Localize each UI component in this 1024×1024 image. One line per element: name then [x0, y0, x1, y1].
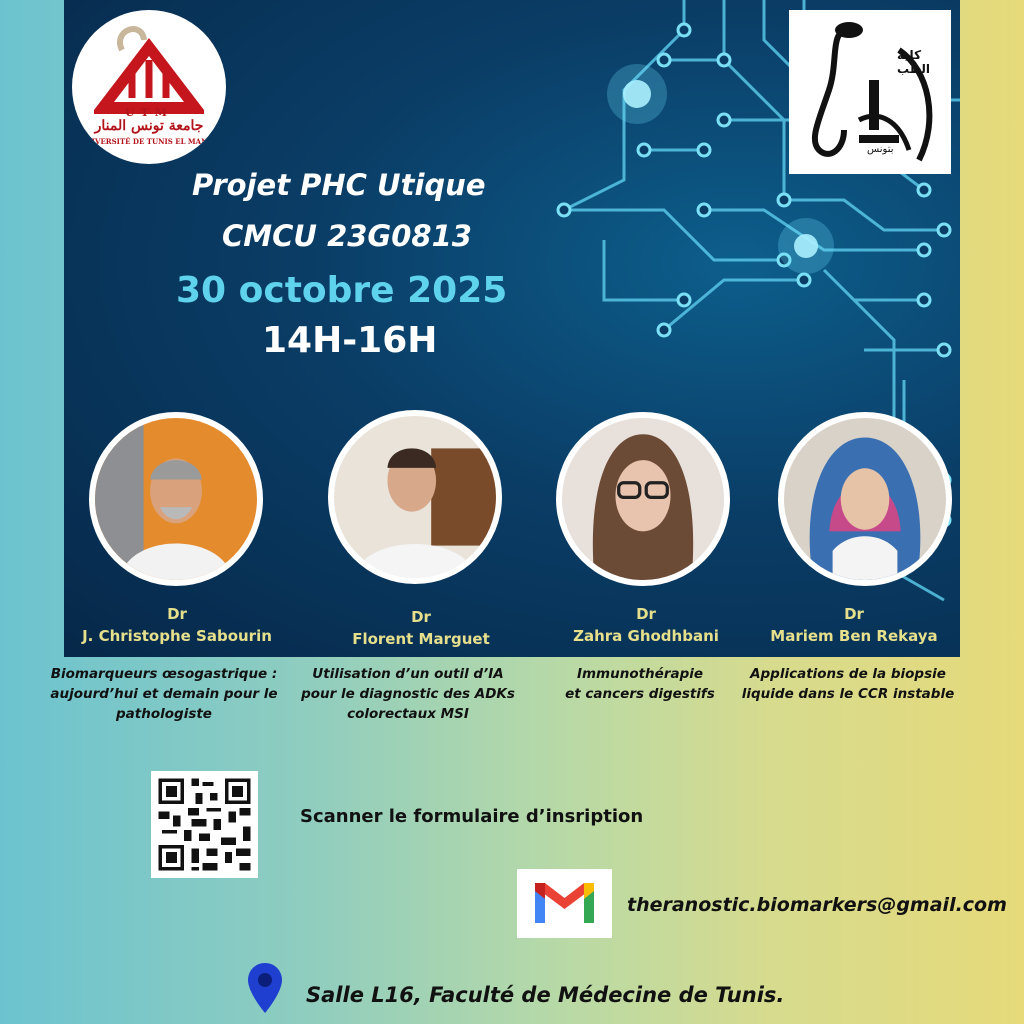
speaker-3-topic	[520, 664, 760, 704]
utm-name: UTM	[125, 106, 173, 119]
map-pin-icon	[248, 963, 282, 1013]
speaker-name: Zahra Ghodhbani	[573, 627, 719, 645]
speaker-title: Dr	[167, 605, 187, 623]
speaker-title: Dr	[411, 608, 431, 626]
speaker-portrait-icon	[562, 418, 724, 580]
gmail-icon[interactable]	[517, 869, 612, 938]
speaker-4-name-block	[739, 603, 969, 647]
utm-logo	[72, 10, 226, 164]
speaker-portrait-icon	[784, 418, 946, 580]
speaker-photo	[778, 412, 952, 586]
speaker-1-topic	[44, 664, 284, 724]
speaker-portrait-icon	[334, 416, 496, 578]
event-date: 30 octobre 2025	[176, 270, 508, 311]
registration-text: Scanner le formulaire d’insription	[300, 806, 644, 827]
speaker-title: Dr	[844, 605, 864, 623]
event-time: 14H-16H	[262, 320, 438, 361]
speaker-photo	[556, 412, 730, 586]
topic-line: pour le diagnostic des ADKs	[301, 686, 515, 702]
faculty-arabic-bottom: بتونس	[867, 144, 894, 155]
speaker-title: Dr	[636, 605, 656, 623]
faculty-logo	[789, 10, 951, 174]
speaker-photo	[328, 410, 502, 584]
speaker-name: J. Christophe Sabourin	[82, 627, 272, 645]
project-code: CMCU 23G0813	[222, 219, 472, 253]
faculty-arabic-top: كلية الطب	[897, 48, 931, 76]
speaker-name: Florent Marguet	[352, 630, 490, 648]
qr-code-icon[interactable]	[151, 771, 258, 878]
speaker-4-topic	[728, 664, 968, 704]
topic-line: Utilisation d’un outil d’IA	[312, 666, 504, 682]
utm-arabic-name: جامعة تونس المنار	[94, 118, 204, 134]
speaker-name: Mariem Ben Rekaya	[770, 627, 938, 645]
contact-email-link[interactable]: theranostic.biomarkers@gmail.com	[627, 894, 1007, 916]
utm-french-name: UNIVERSITÉ DE TUNIS EL MANAR	[79, 137, 219, 146]
topic-line: Biomarqueurs œsogastrique :	[50, 666, 278, 682]
project-title: Projet PHC Utique	[192, 168, 486, 202]
topic-line: colorectaux MSI	[347, 706, 469, 722]
event-location: Salle L16, Faculté de Médecine de Tunis.	[306, 983, 785, 1007]
speaker-portrait-icon	[95, 418, 257, 580]
topic-line: Applications de la biopsie	[750, 666, 946, 682]
topic-line: pathologiste	[116, 706, 212, 722]
speaker-photo	[89, 412, 263, 586]
topic-line: aujourd’hui et demain pour le	[50, 686, 278, 702]
speaker-1-name-block	[62, 603, 292, 647]
topic-line: et cancers digestifs	[565, 686, 715, 702]
speaker-2-name-block	[306, 606, 536, 650]
speaker-2-topic	[288, 664, 528, 724]
topic-line: liquide dans le CCR instable	[741, 686, 955, 702]
topic-line: Immunothérapie	[576, 666, 704, 682]
speaker-3-name-block	[531, 603, 761, 647]
